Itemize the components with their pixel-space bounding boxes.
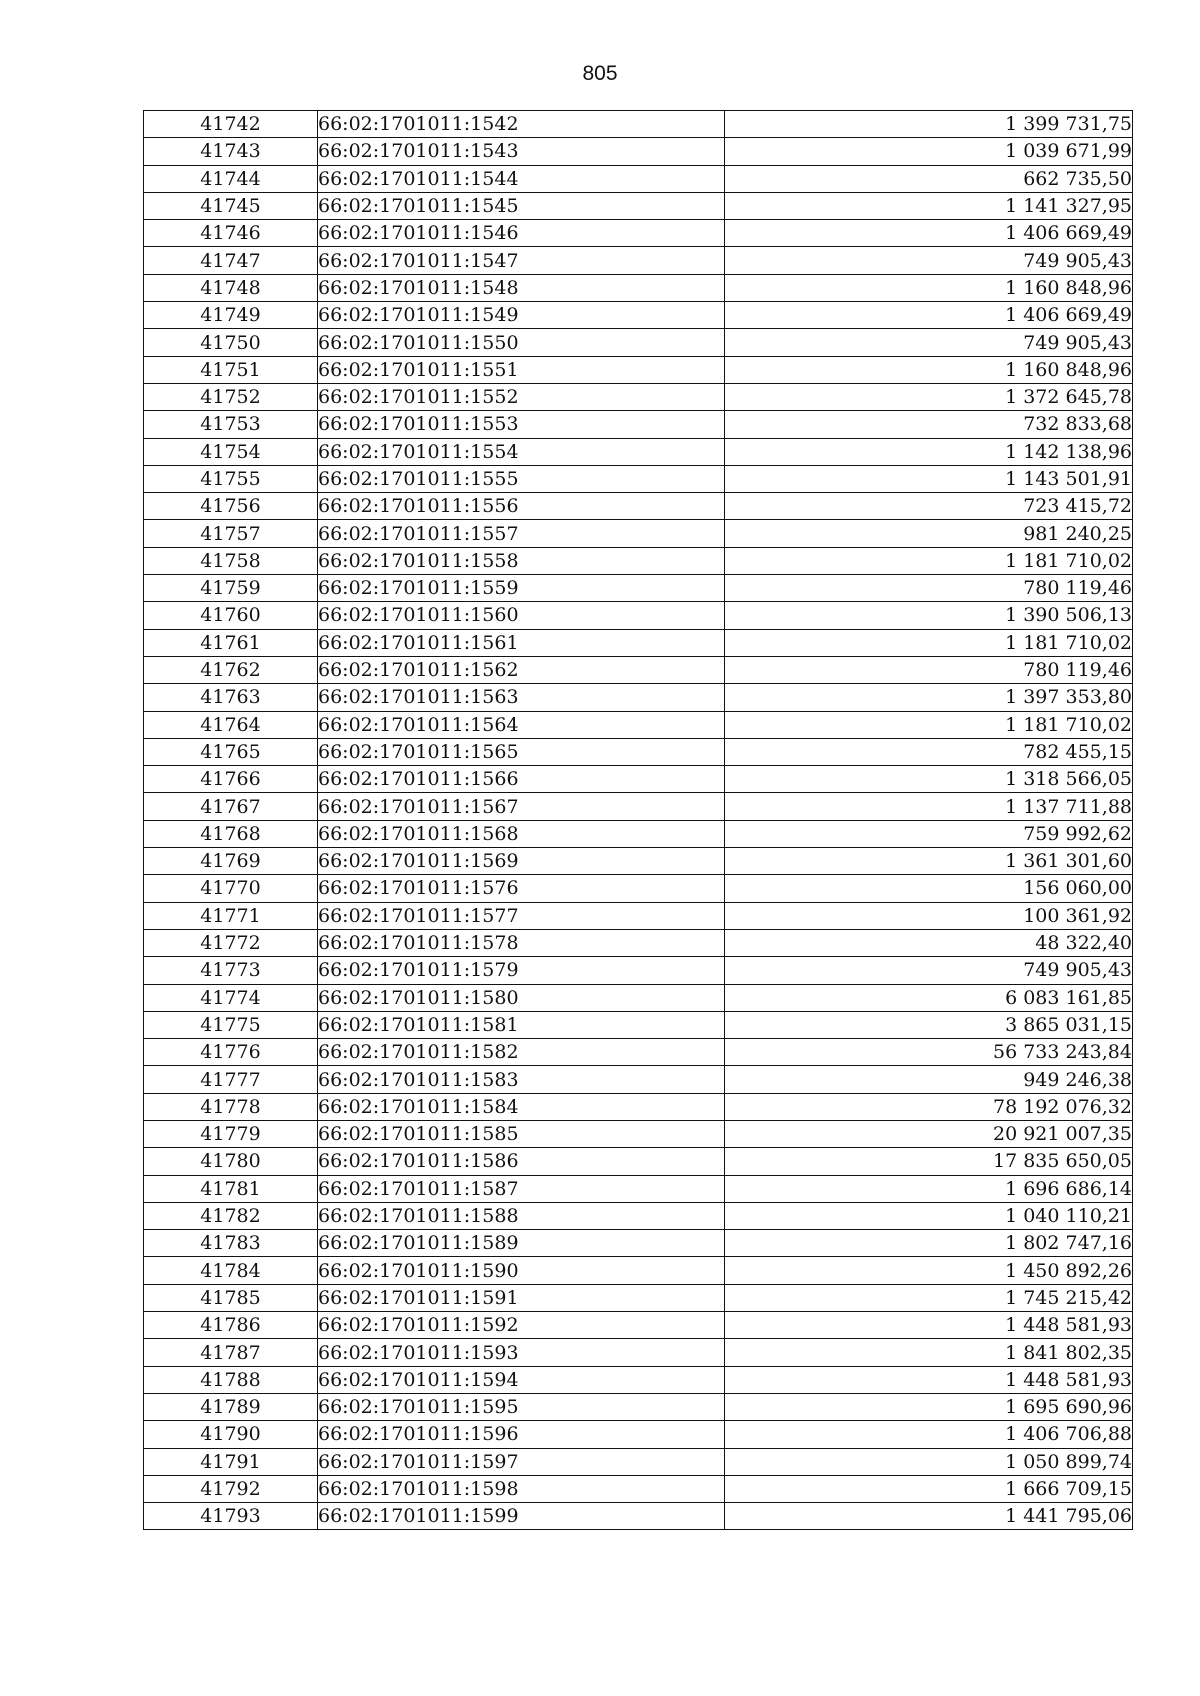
row-number-cell: 41771 (144, 902, 318, 929)
cadastral-number-cell: 66:02:1701011:1595 (318, 1393, 725, 1420)
row-number-cell: 41758 (144, 547, 318, 574)
cadastral-value-cell: 1 406 669,49 (725, 302, 1133, 329)
table-row (144, 411, 1133, 438)
cadastral-number-cell: 66:02:1701011:1545 (318, 192, 725, 219)
cadastral-number-cell: 66:02:1701011:1584 (318, 1093, 725, 1120)
row-number-cell: 41767 (144, 793, 318, 820)
cadastral-number-cell: 66:02:1701011:1567 (318, 793, 725, 820)
cadastral-value-cell: 6 083 161,85 (725, 984, 1133, 1011)
row-number-cell: 41791 (144, 1448, 318, 1475)
cadastral-number-cell: 66:02:1701011:1588 (318, 1202, 725, 1229)
table-row (144, 438, 1133, 465)
page-number: 805 (582, 62, 618, 85)
row-number-cell: 41753 (144, 411, 318, 438)
row-number-cell: 41793 (144, 1503, 318, 1530)
row-number-cell: 41751 (144, 356, 318, 383)
table-row (144, 1120, 1133, 1147)
table-row (144, 684, 1133, 711)
table-row (144, 766, 1133, 793)
cadastral-value-cell: 1 039 671,99 (725, 138, 1133, 165)
cadastral-number-cell: 66:02:1701011:1565 (318, 738, 725, 765)
cadastral-number-cell: 66:02:1701011:1546 (318, 220, 725, 247)
cadastral-number-cell: 66:02:1701011:1563 (318, 684, 725, 711)
cadastral-number-cell: 66:02:1701011:1594 (318, 1366, 725, 1393)
row-number-cell: 41764 (144, 711, 318, 738)
cadastral-value-cell: 1 160 848,96 (725, 274, 1133, 301)
cadastral-value-cell: 1 696 686,14 (725, 1175, 1133, 1202)
row-number-cell: 41763 (144, 684, 318, 711)
cadastral-number-cell: 66:02:1701011:1566 (318, 766, 725, 793)
cadastral-number-cell: 66:02:1701011:1568 (318, 820, 725, 847)
table-row (144, 138, 1133, 165)
table-row (144, 957, 1133, 984)
table-row (144, 1257, 1133, 1284)
row-number-cell: 41770 (144, 875, 318, 902)
cadastral-value-cell: 1 745 215,42 (725, 1284, 1133, 1311)
cadastral-value-cell: 1 181 710,02 (725, 547, 1133, 574)
table-row (144, 383, 1133, 410)
table-row (144, 1175, 1133, 1202)
table-row (144, 192, 1133, 219)
row-number-cell: 41755 (144, 465, 318, 492)
cadastral-number-cell: 66:02:1701011:1559 (318, 575, 725, 602)
table-row (144, 1421, 1133, 1448)
cadastral-value-cell: 780 119,46 (725, 656, 1133, 683)
table-row (144, 656, 1133, 683)
cadastral-value-cell: 1 441 795,06 (725, 1503, 1133, 1530)
table-row (144, 1393, 1133, 1420)
table-row (144, 1339, 1133, 1366)
row-number-cell: 41749 (144, 302, 318, 329)
row-number-cell: 41790 (144, 1421, 318, 1448)
cadastral-value-cell: 78 192 076,32 (725, 1093, 1133, 1120)
row-number-cell: 41743 (144, 138, 318, 165)
table-row (144, 547, 1133, 574)
table-row (144, 984, 1133, 1011)
row-number-cell: 41788 (144, 1366, 318, 1393)
cadastral-number-cell: 66:02:1701011:1583 (318, 1066, 725, 1093)
cadastral-value-cell: 1 143 501,91 (725, 465, 1133, 492)
table-row (144, 1475, 1133, 1502)
table-row (144, 111, 1133, 138)
row-number-cell: 41780 (144, 1148, 318, 1175)
cadastral-number-cell: 66:02:1701011:1562 (318, 656, 725, 683)
table-row (144, 602, 1133, 629)
cadastral-number-cell: 66:02:1701011:1553 (318, 411, 725, 438)
row-number-cell: 41744 (144, 165, 318, 192)
table-row (144, 1312, 1133, 1339)
cadastral-value-cell: 782 455,15 (725, 738, 1133, 765)
table-row (144, 165, 1133, 192)
table-row (144, 220, 1133, 247)
cadastral-number-cell: 66:02:1701011:1585 (318, 1120, 725, 1147)
cadastral-value-cell: 1 181 710,02 (725, 711, 1133, 738)
table-row (144, 356, 1133, 383)
cadastral-number-cell: 66:02:1701011:1556 (318, 493, 725, 520)
table-row (144, 1202, 1133, 1229)
table-row (144, 820, 1133, 847)
cadastral-number-cell: 66:02:1701011:1544 (318, 165, 725, 192)
table-row (144, 1066, 1133, 1093)
cadastral-number-cell: 66:02:1701011:1554 (318, 438, 725, 465)
cadastral-value-cell: 1 160 848,96 (725, 356, 1133, 383)
cadastral-value-cell: 1 399 731,75 (725, 111, 1133, 138)
table-row (144, 738, 1133, 765)
cadastral-value-cell: 156 060,00 (725, 875, 1133, 902)
row-number-cell: 41756 (144, 493, 318, 520)
cadastral-value-cell: 759 992,62 (725, 820, 1133, 847)
cadastral-value-cell: 1 397 353,80 (725, 684, 1133, 711)
cadastral-value-cell: 1 141 327,95 (725, 192, 1133, 219)
cadastral-value-cell: 3 865 031,15 (725, 1011, 1133, 1038)
table-row (144, 575, 1133, 602)
cadastral-number-cell: 66:02:1701011:1543 (318, 138, 725, 165)
cadastral-value-cell: 780 119,46 (725, 575, 1133, 602)
cadastral-value-cell: 1 050 899,74 (725, 1448, 1133, 1475)
row-number-cell: 41774 (144, 984, 318, 1011)
cadastral-number-cell: 66:02:1701011:1548 (318, 274, 725, 301)
cadastral-value-cell: 1 450 892,26 (725, 1257, 1133, 1284)
table-row (144, 902, 1133, 929)
row-number-cell: 41747 (144, 247, 318, 274)
cadastral-value-cell: 1 142 138,96 (725, 438, 1133, 465)
table-row (144, 1148, 1133, 1175)
cadastral-number-cell: 66:02:1701011:1551 (318, 356, 725, 383)
cadastral-value-table (143, 110, 1133, 1530)
cadastral-value-cell: 749 905,43 (725, 329, 1133, 356)
cadastral-number-cell: 66:02:1701011:1547 (318, 247, 725, 274)
row-number-cell: 41779 (144, 1120, 318, 1147)
row-number-cell: 41783 (144, 1230, 318, 1257)
row-number-cell: 41772 (144, 929, 318, 956)
row-number-cell: 41748 (144, 274, 318, 301)
cadastral-number-cell: 66:02:1701011:1564 (318, 711, 725, 738)
row-number-cell: 41775 (144, 1011, 318, 1038)
row-number-cell: 41792 (144, 1475, 318, 1502)
cadastral-number-cell: 66:02:1701011:1591 (318, 1284, 725, 1311)
row-number-cell: 41776 (144, 1039, 318, 1066)
row-number-cell: 41769 (144, 848, 318, 875)
row-number-cell: 41768 (144, 820, 318, 847)
cadastral-value-cell: 662 735,50 (725, 165, 1133, 192)
table-row (144, 247, 1133, 274)
cadastral-value-cell: 1 666 709,15 (725, 1475, 1133, 1502)
cadastral-number-cell: 66:02:1701011:1557 (318, 520, 725, 547)
cadastral-value-cell: 949 246,38 (725, 1066, 1133, 1093)
cadastral-number-cell: 66:02:1701011:1580 (318, 984, 725, 1011)
cadastral-value-cell: 1 695 690,96 (725, 1393, 1133, 1420)
row-number-cell: 41745 (144, 192, 318, 219)
table-row (144, 274, 1133, 301)
cadastral-number-cell: 66:02:1701011:1586 (318, 1148, 725, 1175)
row-number-cell: 41782 (144, 1202, 318, 1229)
table-row (144, 1503, 1133, 1530)
row-number-cell: 41786 (144, 1312, 318, 1339)
row-number-cell: 41778 (144, 1093, 318, 1120)
table-row (144, 465, 1133, 492)
row-number-cell: 41759 (144, 575, 318, 602)
row-number-cell: 41787 (144, 1339, 318, 1366)
row-number-cell: 41773 (144, 957, 318, 984)
table-row (144, 1284, 1133, 1311)
row-number-cell: 41757 (144, 520, 318, 547)
cadastral-value-cell: 1 448 581,93 (725, 1366, 1133, 1393)
cadastral-number-cell: 66:02:1701011:1569 (318, 848, 725, 875)
cadastral-number-cell: 66:02:1701011:1558 (318, 547, 725, 574)
cadastral-number-cell: 66:02:1701011:1598 (318, 1475, 725, 1502)
cadastral-value-cell: 732 833,68 (725, 411, 1133, 438)
row-number-cell: 41742 (144, 111, 318, 138)
cadastral-value-cell: 1 406 706,88 (725, 1421, 1133, 1448)
table-row (144, 629, 1133, 656)
cadastral-number-cell: 66:02:1701011:1560 (318, 602, 725, 629)
row-number-cell: 41746 (144, 220, 318, 247)
cadastral-number-cell: 66:02:1701011:1582 (318, 1039, 725, 1066)
cadastral-value-cell: 723 415,72 (725, 493, 1133, 520)
row-number-cell: 41781 (144, 1175, 318, 1202)
cadastral-number-cell: 66:02:1701011:1581 (318, 1011, 725, 1038)
cadastral-number-cell: 66:02:1701011:1550 (318, 329, 725, 356)
row-number-cell: 41777 (144, 1066, 318, 1093)
row-number-cell: 41761 (144, 629, 318, 656)
table-row (144, 1230, 1133, 1257)
table-row (144, 929, 1133, 956)
cadastral-value-cell: 1 137 711,88 (725, 793, 1133, 820)
cadastral-number-cell: 66:02:1701011:1599 (318, 1503, 725, 1530)
row-number-cell: 41785 (144, 1284, 318, 1311)
cadastral-number-cell: 66:02:1701011:1589 (318, 1230, 725, 1257)
row-number-cell: 41766 (144, 766, 318, 793)
cadastral-number-cell: 66:02:1701011:1561 (318, 629, 725, 656)
table-row (144, 711, 1133, 738)
table-row (144, 1093, 1133, 1120)
cadastral-value-cell: 20 921 007,35 (725, 1120, 1133, 1147)
cadastral-value-cell: 1 040 110,21 (725, 1202, 1133, 1229)
table-row (144, 848, 1133, 875)
table-row (144, 1448, 1133, 1475)
cadastral-number-cell: 66:02:1701011:1597 (318, 1448, 725, 1475)
cadastral-number-cell: 66:02:1701011:1593 (318, 1339, 725, 1366)
cadastral-number-cell: 66:02:1701011:1587 (318, 1175, 725, 1202)
cadastral-value-cell: 1 361 301,60 (725, 848, 1133, 875)
cadastral-value-cell: 1 318 566,05 (725, 766, 1133, 793)
row-number-cell: 41789 (144, 1393, 318, 1420)
cadastral-number-cell: 66:02:1701011:1596 (318, 1421, 725, 1448)
cadastral-value-cell: 749 905,43 (725, 247, 1133, 274)
row-number-cell: 41760 (144, 602, 318, 629)
row-number-cell: 41750 (144, 329, 318, 356)
cadastral-number-cell: 66:02:1701011:1552 (318, 383, 725, 410)
cadastral-value-cell: 1 841 802,35 (725, 1339, 1133, 1366)
cadastral-value-cell: 1 390 506,13 (725, 602, 1133, 629)
row-number-cell: 41752 (144, 383, 318, 410)
cadastral-value-cell: 48 322,40 (725, 929, 1133, 956)
cadastral-number-cell: 66:02:1701011:1549 (318, 302, 725, 329)
cadastral-number-cell: 66:02:1701011:1579 (318, 957, 725, 984)
row-number-cell: 41762 (144, 656, 318, 683)
table-body (144, 111, 1133, 1530)
cadastral-value-cell: 100 361,92 (725, 902, 1133, 929)
cadastral-value-cell: 1 448 581,93 (725, 1312, 1133, 1339)
table-row (144, 1366, 1133, 1393)
cadastral-value-cell: 981 240,25 (725, 520, 1133, 547)
table-row (144, 875, 1133, 902)
cadastral-number-cell: 66:02:1701011:1576 (318, 875, 725, 902)
cadastral-number-cell: 66:02:1701011:1555 (318, 465, 725, 492)
cadastral-number-cell: 66:02:1701011:1542 (318, 111, 725, 138)
cadastral-value-cell: 1 181 710,02 (725, 629, 1133, 656)
row-number-cell: 41754 (144, 438, 318, 465)
table-row (144, 302, 1133, 329)
cadastral-value-cell: 1 802 747,16 (725, 1230, 1133, 1257)
cadastral-value-cell: 17 835 650,05 (725, 1148, 1133, 1175)
table-row (144, 1011, 1133, 1038)
row-number-cell: 41784 (144, 1257, 318, 1284)
cadastral-value-cell: 56 733 243,84 (725, 1039, 1133, 1066)
table-row (144, 329, 1133, 356)
table-row (144, 1039, 1133, 1066)
cadastral-value-cell: 1 406 669,49 (725, 220, 1133, 247)
cadastral-number-cell: 66:02:1701011:1592 (318, 1312, 725, 1339)
table-row (144, 793, 1133, 820)
cadastral-number-cell: 66:02:1701011:1578 (318, 929, 725, 956)
cadastral-value-cell: 1 372 645,78 (725, 383, 1133, 410)
cadastral-number-cell: 66:02:1701011:1590 (318, 1257, 725, 1284)
row-number-cell: 41765 (144, 738, 318, 765)
table-row (144, 493, 1133, 520)
cadastral-number-cell: 66:02:1701011:1577 (318, 902, 725, 929)
table-row (144, 520, 1133, 547)
cadastral-value-cell: 749 905,43 (725, 957, 1133, 984)
